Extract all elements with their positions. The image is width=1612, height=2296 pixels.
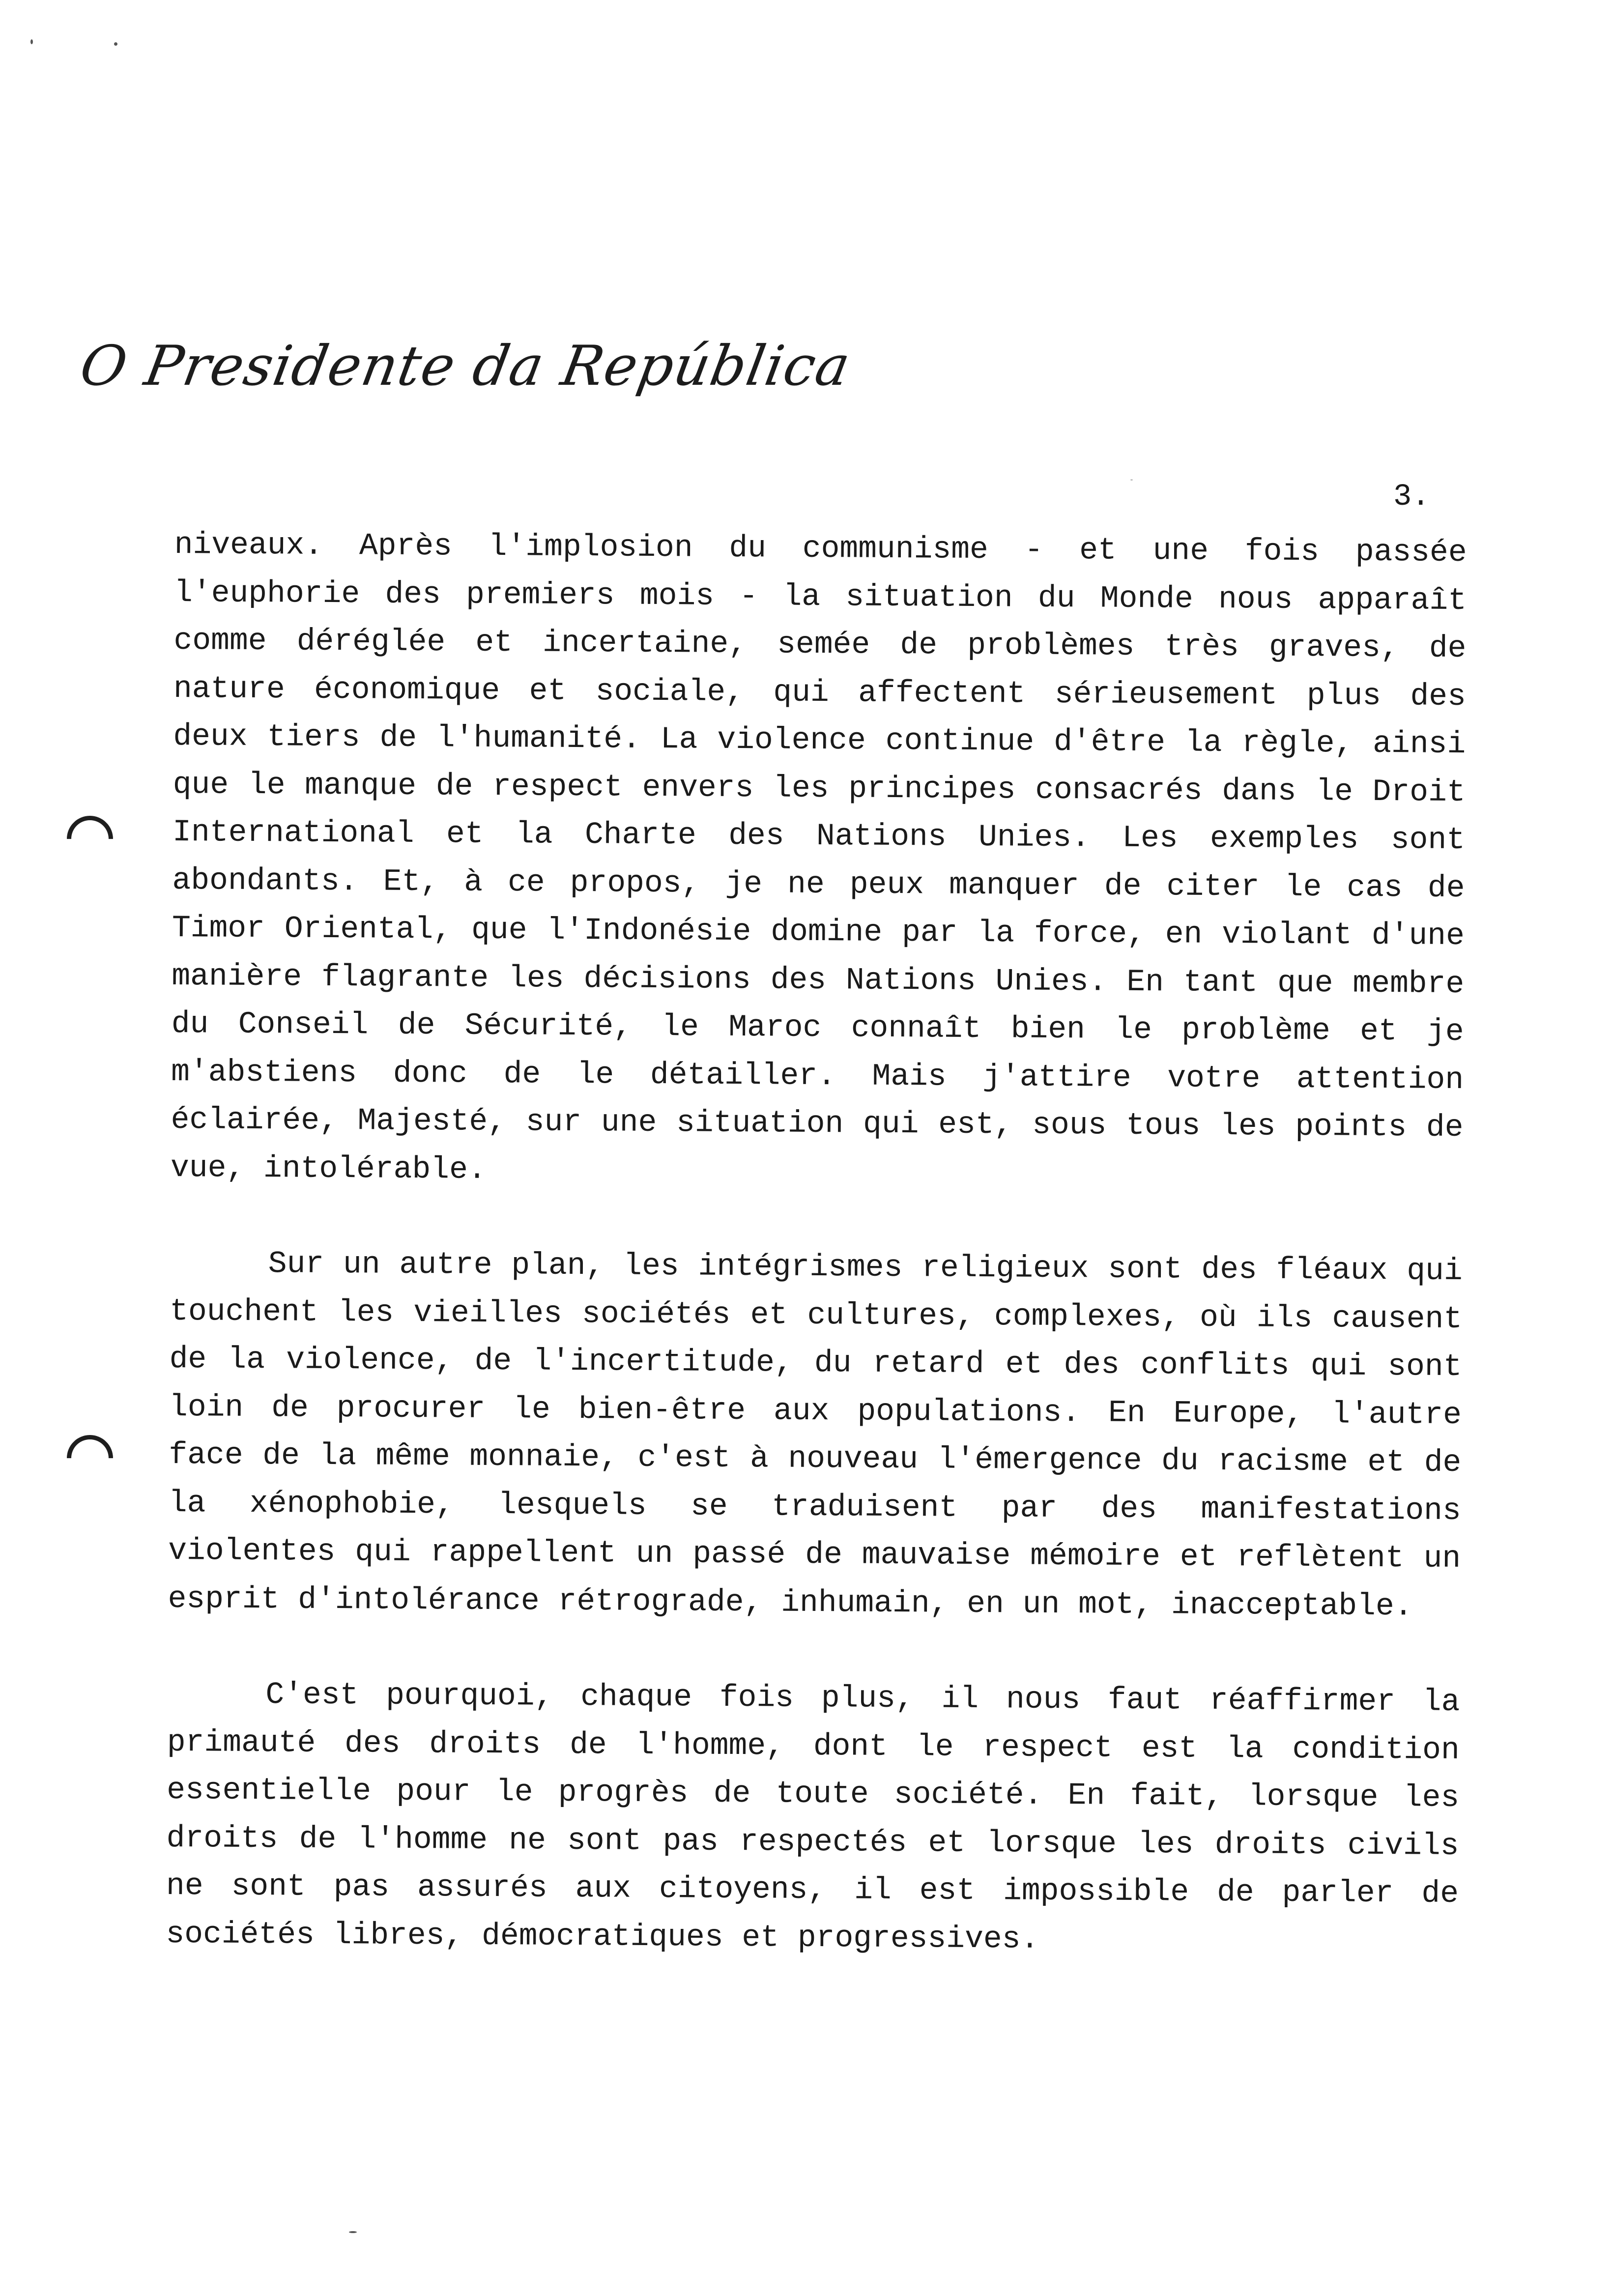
page-number: 3.: [1393, 479, 1430, 514]
punch-hole-mark: [58, 806, 123, 872]
scan-speck: [349, 2231, 357, 2233]
letterhead-title: O Presidente da República: [75, 334, 856, 398]
scan-speck: [1130, 479, 1133, 481]
punch-hole-mark: [58, 1426, 123, 1491]
scan-speck: [114, 42, 117, 46]
paragraph-3: C'est pourquoi, chaque fois plus, il nous faut réaffirmer la primauté des droits de l'homme, dont le respect est la condition essentielle pour le progrès de toute société. En fait, lorsque les droits de l'homme ne sont pas respectés et lorsque les droits civils ne sont pas assurés aux citoyens, il est impossible de parler de sociétés libres, démocratiques et progressives.: [166, 1677, 1460, 1957]
letter-body: [166, 521, 1467, 1966]
scan-speck: [30, 39, 33, 44]
paragraph-1: niveaux. Après l'implosion du communisme - et une fois passée l'euphorie des premiers mois - la situation du Monde nous apparaît comme déréglée et incertaine, semée de problèmes très graves, de nature économique et sociale, qui affectent sérieusement plus des deux tiers de l'humanité. La violence continue d'être la règle, ainsi que le manque de respect envers les principes consacrés dans le Droit International et la Charte des Nations Unies. Les exemples sont abondants. Et, à ce propos, je ne peux manquer de citer le cas de Timor Oriental, que l'Indonésie domine par la force, en violant d'une manière flagrante les décisions des Nations Unies. En tant que membre du Conseil de Sécurité, le Maroc connaît bien le problème et je m'abstiens donc de le détailler. Mais j'attire votre attention éclairée, Majesté, sur une situation qui est, sous tous les points de vue, intolérable.: [170, 527, 1467, 1187]
paragraph-2: Sur un autre plan, les intégrismes religieux sont des fléaux qui touchent les vieilles sociétés et cultures, complexes, où ils causent de la violence, de l'incertitude, du retard et des conflits qui sont loin de procurer le bien-être aux populations. En Europe, l'autre face de la même monnaie, c'est à nouveau l'émergence du racisme et de la xénophobie, lesquels se traduisent par des manifestations violentes qui rappellent un passé de mauvaise mémoire et reflètent un esprit d'intolérance rétrograde, inhumain, en un mot, inacceptable.: [168, 1246, 1463, 1624]
